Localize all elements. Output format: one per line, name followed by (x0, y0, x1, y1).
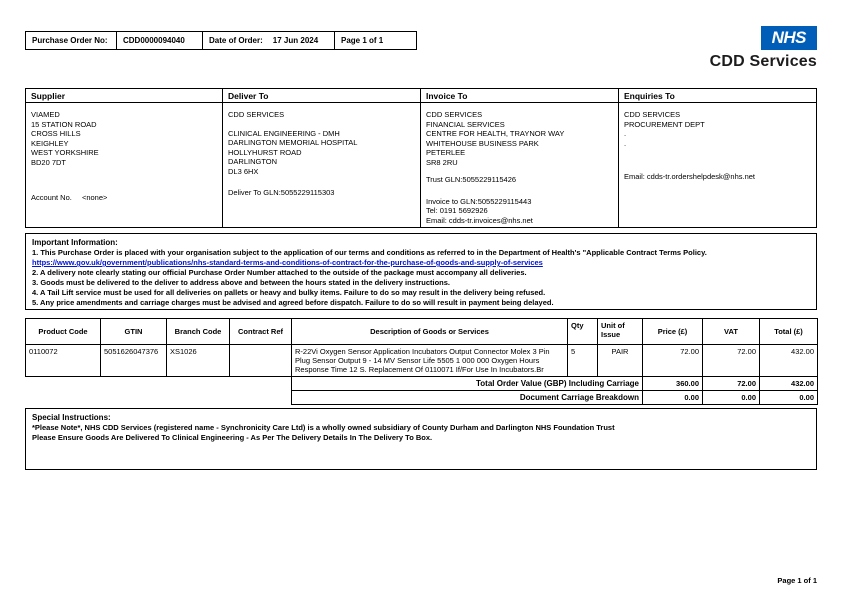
footer-page-number: Page 1 of 1 (777, 576, 817, 585)
item-price: 72.00 (643, 345, 703, 377)
item-total: 432.00 (760, 345, 818, 377)
deliver-to-header: Deliver To (223, 88, 421, 103)
col-branch-code: Branch Code (167, 319, 230, 345)
enquiries-email: Email: cdds-tr.ordershelpdesk@nhs.net (624, 172, 756, 181)
total-order-row (26, 377, 818, 391)
item-branch-code: XS1026 (167, 345, 230, 377)
item-description: R-22Vi Oxygen Sensor Application Incubators Output Connector Molex 3 Pin Plug Sensor Output 9 - 14 MV Sensor Life 5505 1 000 000 Oxygen Hours Response Time 12 S. Replacement Of 0110071 If/For Use In Incubators.Br (292, 345, 568, 377)
carriage-net: 0.00 (643, 391, 703, 405)
total-order-label: Total Order Value (GBP) Including Carriage (292, 377, 643, 391)
important-info-line-1: 1. This Purchase Order is placed with your organisation subject to the application of our terms and conditions as referred to in the Department of Health's "Applicable Contract Terms Policy. (32, 248, 707, 257)
brand-block (710, 26, 817, 71)
col-description: Description of Goods or Services (292, 319, 568, 345)
deliver-to-column (223, 88, 421, 228)
supplier-line: BD20 7DT (31, 157, 67, 167)
po-number-value: CDD0000094040 (117, 31, 203, 50)
col-contract-ref: Contract Ref (230, 319, 292, 345)
col-qty: Qty (568, 319, 598, 345)
order-date-cell (203, 31, 335, 50)
important-information-box (25, 233, 817, 310)
special-instructions-title: Special Instructions: (32, 413, 111, 422)
col-gtin: GTIN (101, 319, 167, 345)
total-order-net: 360.00 (643, 377, 703, 391)
important-info-line-4: 4. A Tail Lift service must be used for all deliveries on pallets or heavy and bulky items. Failure to do so may result in the delivery being refused. (32, 288, 546, 297)
supplier-line: 15 STATION ROAD (31, 119, 97, 129)
enquiries-to-header: Enquiries To (619, 88, 817, 103)
col-unit-of-issue: Unit of Issue (598, 319, 643, 345)
enquiries-to-address (619, 103, 817, 228)
invoice-line: FINANCIAL SERVICES (426, 119, 505, 129)
page-count-cell: Page 1 of 1 (335, 31, 417, 50)
deliver-to-gln: Deliver To GLN:5055229115303 (228, 188, 335, 197)
invoice-to-header: Invoice To (421, 88, 619, 103)
supplier-column (25, 88, 223, 228)
contract-terms-link[interactable]: https://www.gov.uk/government/publications/nhs-standard-terms-and-conditions-of-contract-for-the-purchase-of-goods-and-supply-of-services (32, 258, 543, 267)
supplier-address (25, 103, 223, 228)
enquiries-line: . (624, 138, 627, 148)
enquiries-to-column (619, 88, 817, 228)
invoice-tel: Tel: 0191 5692926 (426, 206, 488, 215)
cdd-services-wordmark: CDD Services (709, 53, 817, 70)
deliver-line: DARLINGTON (228, 157, 278, 166)
carriage-vat: 0.00 (703, 391, 760, 405)
item-product-code: 0110072 (26, 345, 101, 377)
supplier-header: Supplier (25, 88, 223, 103)
supplier-line: WEST YORKSHIRE (31, 148, 99, 157)
account-number-label: Account No. (31, 193, 72, 202)
deliver-line: CLINICAL ENGINEERING - DMH (228, 128, 340, 138)
account-number-value: <none> (81, 193, 108, 202)
address-table (25, 88, 817, 228)
col-product-code: Product Code (26, 319, 101, 345)
trust-gln: Trust GLN:5055229115426 (426, 175, 517, 184)
important-information-title: Important Information: (32, 238, 118, 247)
invoice-to-column (421, 88, 619, 228)
important-info-line-3: 3. Goods must be delivered to the deliver to address above and between the hours stated in the delivery instructions. (32, 278, 451, 287)
po-header-strip (25, 31, 417, 50)
items-header-row (26, 319, 818, 345)
supplier-line: KEIGHLEY (31, 138, 69, 148)
special-instructions-line-1: *Please Note*, NHS CDD Services (registered name - Synchronicity Care Ltd) is a wholly owned subsidiary of County Durham and Darlington NHS Foundation Trust (32, 423, 615, 432)
carriage-breakdown-row (26, 391, 818, 405)
total-order-gross: 432.00 (760, 377, 818, 391)
invoice-gln: Invoice to GLN:5055229115443 (426, 196, 532, 206)
important-info-line-5: 5. Any price amendments and carriage charges must be advised and agreed before dispatch. Failure to do so will result in payment being delayed. (32, 298, 554, 307)
supplier-line: VIAMED (31, 110, 60, 119)
item-gtin: 5051626047376 (101, 345, 167, 377)
deliver-line: DL3 6HX (228, 166, 259, 176)
po-number-label: Purchase Order No: (25, 31, 117, 50)
supplier-line: CROSS HILLS (31, 129, 81, 138)
invoice-line: CENTRE FOR HEALTH, TRAYNOR WAY (426, 129, 565, 138)
deliver-line: DARLINGTON MEMORIAL HOSPITAL (228, 138, 358, 147)
item-row (26, 345, 818, 377)
deliver-to-address (223, 103, 421, 228)
special-instructions-box (25, 408, 817, 470)
carriage-gross: 0.00 (760, 391, 818, 405)
item-qty: 5 (568, 345, 598, 377)
order-date-value: 17 Jun 2024 (272, 36, 319, 45)
invoice-to-address (421, 103, 619, 228)
special-instructions-line-2: Please Ensure Goods Are Delivered To Clinical Engineering - As Per The Delivery Details In The Delivery To Box. (32, 433, 433, 442)
deliver-line: CDD SERVICES (228, 110, 285, 119)
order-date-label: Date of Order: (209, 36, 263, 45)
enquiries-line: . (624, 129, 627, 138)
enquiries-line: PROCUREMENT DEPT (624, 119, 705, 129)
total-order-vat: 72.00 (703, 377, 760, 391)
supplier-account-row (31, 193, 217, 203)
col-price: Price (£) (643, 319, 703, 345)
enquiries-line: CDD SERVICES (624, 110, 681, 119)
item-unit: PAIR (598, 345, 643, 377)
deliver-line: HOLLYHURST ROAD (228, 147, 302, 157)
invoice-line: PETERLEE (426, 148, 466, 157)
invoice-email: Email: cdds-tr.invoices@nhs.net (426, 215, 533, 225)
carriage-breakdown-label: Document Carriage Breakdown (292, 391, 643, 405)
item-vat: 72.00 (703, 345, 760, 377)
nhs-logo: NHS (761, 26, 817, 50)
col-vat: VAT (703, 319, 760, 345)
invoice-line: SR8 2RU (426, 157, 458, 167)
invoice-line: WHITEHOUSE BUSINESS PARK (426, 138, 539, 148)
items-table (25, 318, 818, 405)
item-contract-ref (230, 345, 292, 377)
important-info-line-2: 2. A delivery note clearly stating our official Purchase Order Number attached to the outside of the package must accompany all deliveries. (32, 268, 527, 277)
invoice-line: CDD SERVICES (426, 110, 483, 119)
col-total: Total (£) (760, 319, 818, 345)
